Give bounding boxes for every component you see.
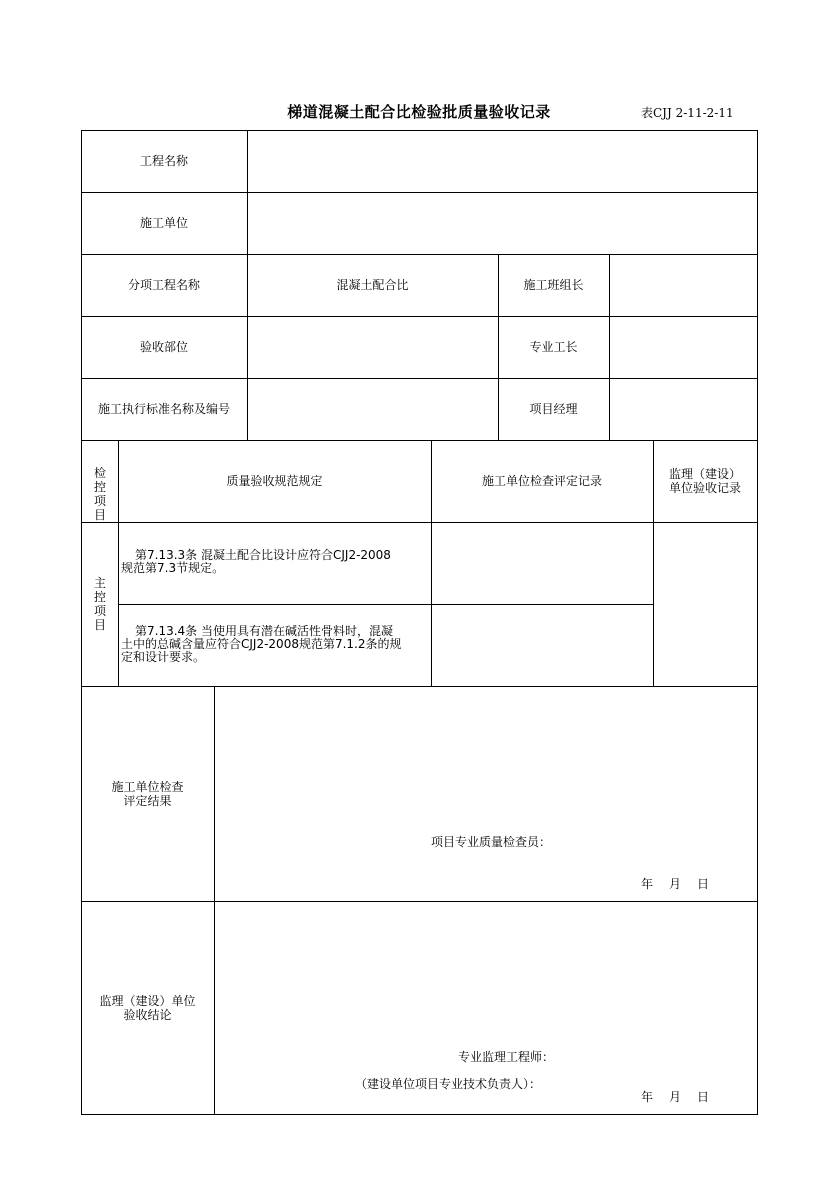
- standard-label: 施工执行标准名称及编号: [97, 402, 230, 416]
- spec-row-2-line1: 第7.13.4条 当使用具有潜在碱活性骨料时，混凝: [135, 624, 393, 638]
- unit-result-date-day: 日: [697, 877, 710, 891]
- sub-item-field[interactable]: 混凝土配合比: [336, 278, 409, 292]
- acceptance-part-label: 验收部位: [139, 340, 188, 354]
- supervision-record-header: [653, 440, 757, 522]
- spec-header: 质量验收规范规定: [226, 474, 323, 488]
- supervision-conclusion-label-line1: 监理（建设）单位: [99, 993, 196, 1008]
- spec-row-1-line1: 第7.13.3条 混凝土配合比设计应符合CJJ2-2008: [135, 548, 391, 562]
- supervision-conclusion-label-line2: 验收结论: [123, 1007, 172, 1022]
- supervision-header-line2: 单位验收记录: [668, 481, 741, 495]
- spec-row-1: [121, 549, 429, 575]
- unit-record-header: 施工单位检查评定记录: [481, 474, 602, 488]
- project-manager-label: 项目经理: [529, 402, 578, 416]
- project-name-field[interactable]: [247, 130, 757, 192]
- supervision-record-field[interactable]: [653, 522, 757, 686]
- quality-inspector-label: 项目专业质量检查员：: [431, 835, 552, 849]
- construction-unit-field[interactable]: [247, 192, 757, 254]
- supervision-date-year: 年: [641, 1090, 654, 1104]
- spec-row-2-line2: 土中的总碱含量应符合CJJ2-2008规范第7.1.2条的规: [121, 637, 402, 651]
- document-title: 梯道混凝土配合比检验批质量验收记录: [287, 103, 551, 121]
- spec-row-2-line3: 定和设计要求。: [121, 650, 206, 664]
- acceptance-part-field[interactable]: [247, 316, 498, 378]
- main-control-label: 主控项目: [93, 576, 106, 632]
- supervision-conclusion-label: [81, 901, 214, 1114]
- record-row-2[interactable]: [431, 604, 653, 686]
- supervision-date-day: 日: [697, 1090, 710, 1104]
- supervision-header-line1: 监理（建设）: [668, 467, 741, 481]
- supervision-date-month: 月: [669, 1090, 682, 1104]
- spec-row-2: [121, 625, 429, 664]
- unit-result-date-year: 年: [641, 877, 654, 891]
- unit-result-label-line2: 评定结果: [123, 793, 172, 808]
- tech-leader-label: （建设单位项目专业技术负责人）：: [355, 1077, 542, 1091]
- form-code: 表CJJ 2-11-2-11: [641, 106, 734, 120]
- unit-result-date-month: 月: [669, 877, 682, 891]
- record-row-1[interactable]: [431, 522, 653, 604]
- project-manager-field[interactable]: [609, 378, 757, 440]
- unit-result-area[interactable]: [215, 687, 757, 901]
- unit-result-label-line1: 施工单位检查: [111, 779, 184, 794]
- standard-field[interactable]: [247, 378, 498, 440]
- supervision-engineer-label: 专业监理工程师：: [458, 1050, 555, 1064]
- construction-unit-label: 施工单位: [139, 216, 188, 230]
- team-leader-label: 施工班组长: [523, 278, 584, 292]
- check-item-header: 检控项目: [93, 466, 106, 522]
- foreman-field[interactable]: [609, 316, 757, 378]
- sub-item-label: 分项工程名称: [127, 278, 200, 292]
- foreman-label: 专业工长: [529, 340, 578, 354]
- unit-result-label: [81, 686, 214, 901]
- project-name-label: 工程名称: [139, 154, 188, 168]
- team-leader-field[interactable]: [609, 254, 757, 316]
- spec-row-1-line2: 规范第7.3节规定。: [121, 561, 225, 575]
